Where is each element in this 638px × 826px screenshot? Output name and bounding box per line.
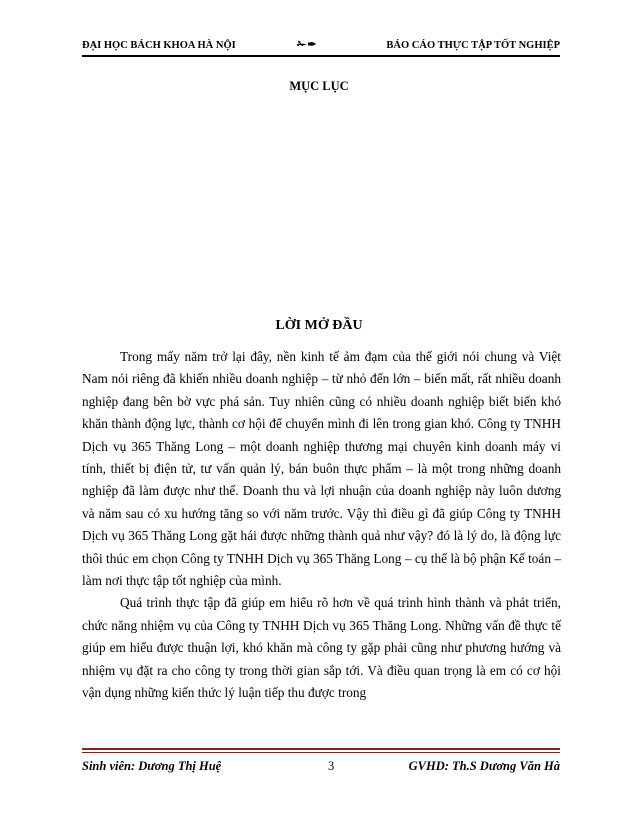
- header-university: ĐẠI HỌC BÁCH KHOA HÀ NỘI: [82, 40, 236, 51]
- footer-student: Sinh viên: Dương Thị Huệ: [82, 759, 222, 773]
- page-number: 3: [328, 759, 335, 773]
- header-report-title: BÁO CÁO THỰC TẬP TỐT NGHIỆP: [386, 40, 560, 51]
- page-header: [82, 38, 560, 56]
- body-text: [82, 346, 561, 705]
- header-divider: [82, 55, 560, 57]
- footer-divider-thin: [82, 752, 560, 753]
- footer-advisor: GVHD: Th.S Dương Văn Hà: [408, 759, 560, 773]
- paragraph: Trong mấy năm trở lại đây, nền kinh tế ảm đạm của thế giới nói chung và Việt Nam nói riêng đã khiến nhiều doanh nghiệp – từ nhỏ đến lớn – biến mất, rất nhiều doanh nghiệp đang bên bờ vực phá sản. Tuy nhiên cũng có nhiều doanh nghiệp biết biến khó khăn thành động lực, thành cơ hội để chuyển mình đi lên trong gian khó. Công ty TNHH Dịch vụ 365 Thăng Long – một doanh nghiệp thương mại chuyên kinh doanh máy vi tính, thiết bị điện tử, tư vấn quản lý, bán buôn thực phẩm – là một trong những doanh nghiệp đã làm được như thế. Doanh thu và lợi nhuận của doanh nghiệp này luôn dương và năm sau có xu hướng tăng so với năm trước. Vậy thì điều gì đã giúp Công ty TNHH Dịch vụ 365 Thăng Long gặt hái được những thành quả như vậy? đó là lý do, là động lực thôi thúc em chọn Công ty TNHH Dịch vụ 365 Thăng Long – cụ thể là bộ phận Kế toán – làm nơi thực tập tốt nghiệp của mình.: [82, 349, 561, 589]
- header-ornament-icon: ✁✒: [297, 39, 318, 51]
- page-footer: [82, 759, 560, 777]
- footer-divider: [82, 748, 560, 750]
- toc-title: MỤC LỤC: [289, 79, 349, 93]
- paragraph: Quá trình thực tập đã giúp em hiểu rõ hơn về quá trình hình thành và phát triển, chức năng nhiệm vụ của Công ty TNHH Dịch vụ 365 Thăng Long. Những vấn đề thực tế giúp em hiểu được thuận lợi, khó khăn mà công ty gặp phải cũng như phương hướng và nhiệm vụ đặt ra cho công ty trong thời gian sắp tới. Và điều quan trọng là em có cơ hội vận dụng những kiến thức lý luận tiếp thu được trong: [82, 595, 561, 701]
- section-title: LỜI MỞ ĐẦU: [275, 318, 363, 333]
